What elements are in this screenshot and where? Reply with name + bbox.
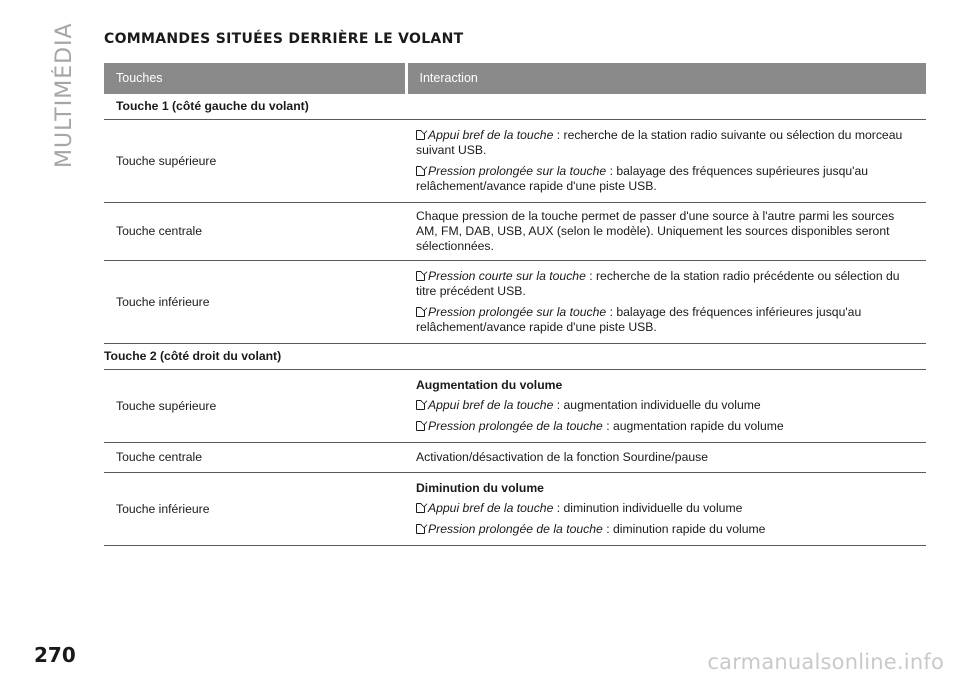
bullet-text: : diminution individuelle du volume <box>553 501 743 515</box>
page-title: COMMANDES SITUÉES DERRIÈRE LE VOLANT <box>104 31 464 47</box>
bullet-text: : augmentation rapide du volume <box>602 419 784 433</box>
row-value <box>406 120 926 203</box>
row-value <box>406 473 926 546</box>
list-item <box>416 164 916 194</box>
list-item <box>416 501 916 516</box>
table-row <box>104 261 926 344</box>
list-item <box>416 398 916 413</box>
group-row <box>104 344 926 370</box>
row-key: Touche supérieure <box>104 370 406 443</box>
bullet-emphasis: Pression prolongée sur la touche <box>428 164 607 178</box>
bullet-emphasis: Pression prolongée de la touche <box>428 419 603 433</box>
table-row <box>104 443 926 473</box>
checkbox-icon <box>416 271 425 281</box>
row-value: Activation/désactivation de la fonction Sourdine/pause <box>406 443 926 473</box>
checkbox-icon <box>416 166 425 176</box>
row-subtitle: Augmentation du volume <box>416 378 563 392</box>
bullet-emphasis: Appui bref de la touche <box>428 128 554 142</box>
checkbox-icon <box>416 130 425 140</box>
table-row <box>104 203 926 261</box>
bullet-emphasis: Pression prolongée sur la touche <box>428 305 607 319</box>
table-row <box>104 370 926 443</box>
bullet-emphasis: Pression courte sur la touche <box>428 269 586 283</box>
watermark-text: carmanualsonline.info <box>707 650 944 674</box>
bullet-text: : recherche de la station radio précédente ou sélection du titre précédent USB. <box>416 269 900 298</box>
bullet-text: : balayage des fréquences inférieures jusqu'au relâchement/avance rapide d'une piste USB. <box>416 305 862 334</box>
row-key: Touche centrale <box>104 443 406 473</box>
controls-table <box>104 63 926 546</box>
checkbox-icon <box>416 503 425 513</box>
list-item <box>416 128 916 158</box>
page-number: 270 <box>34 643 76 667</box>
bullet-emphasis: Appui bref de la touche <box>428 398 554 412</box>
bullet-text: : augmentation individuelle du volume <box>553 398 761 412</box>
section-side-title: MULTIMÉDIA <box>52 22 77 168</box>
bullet-text: : balayage des fréquences supérieures jusqu'au relâchement/avance rapide d'une piste USB. <box>416 164 869 193</box>
group-row <box>104 94 926 120</box>
group-title: Touche 1 (côté gauche du volant) <box>104 94 926 120</box>
row-key: Touche centrale <box>104 203 406 261</box>
row-value <box>406 261 926 344</box>
bullet-emphasis: Appui bref de la touche <box>428 501 554 515</box>
table-row <box>104 473 926 546</box>
checkbox-icon <box>416 400 425 410</box>
list-item <box>416 305 916 335</box>
table-row <box>104 120 926 203</box>
checkbox-icon <box>416 421 425 431</box>
table-header-row <box>104 63 926 94</box>
list-item <box>416 269 916 299</box>
row-value <box>406 370 926 443</box>
bullet-text: : diminution rapide du volume <box>602 522 766 536</box>
header-interaction: Interaction <box>406 63 926 94</box>
row-key: Touche inférieure <box>104 261 406 344</box>
list-item <box>416 419 916 434</box>
bullet-emphasis: Pression prolongée de la touche <box>428 522 603 536</box>
checkbox-icon <box>416 524 425 534</box>
checkbox-icon <box>416 307 425 317</box>
row-subtitle: Diminution du volume <box>416 481 544 495</box>
bullet-text: : recherche de la station radio suivante ou sélection du morceau suivant USB. <box>416 128 903 157</box>
controls-table-container <box>104 63 926 546</box>
row-key: Touche supérieure <box>104 120 406 203</box>
group-title: Touche 2 (côté droit du volant) <box>104 344 926 370</box>
header-touches: Touches <box>104 63 406 94</box>
list-item <box>416 522 916 537</box>
row-key: Touche inférieure <box>104 473 406 546</box>
row-value: Chaque pression de la touche permet de passer d'une source à l'autre parmi les sources AM, FM, DAB, USB, AUX (selon le modèle). Uniquement les sources disponibles seront sélectionnées. <box>406 203 926 261</box>
